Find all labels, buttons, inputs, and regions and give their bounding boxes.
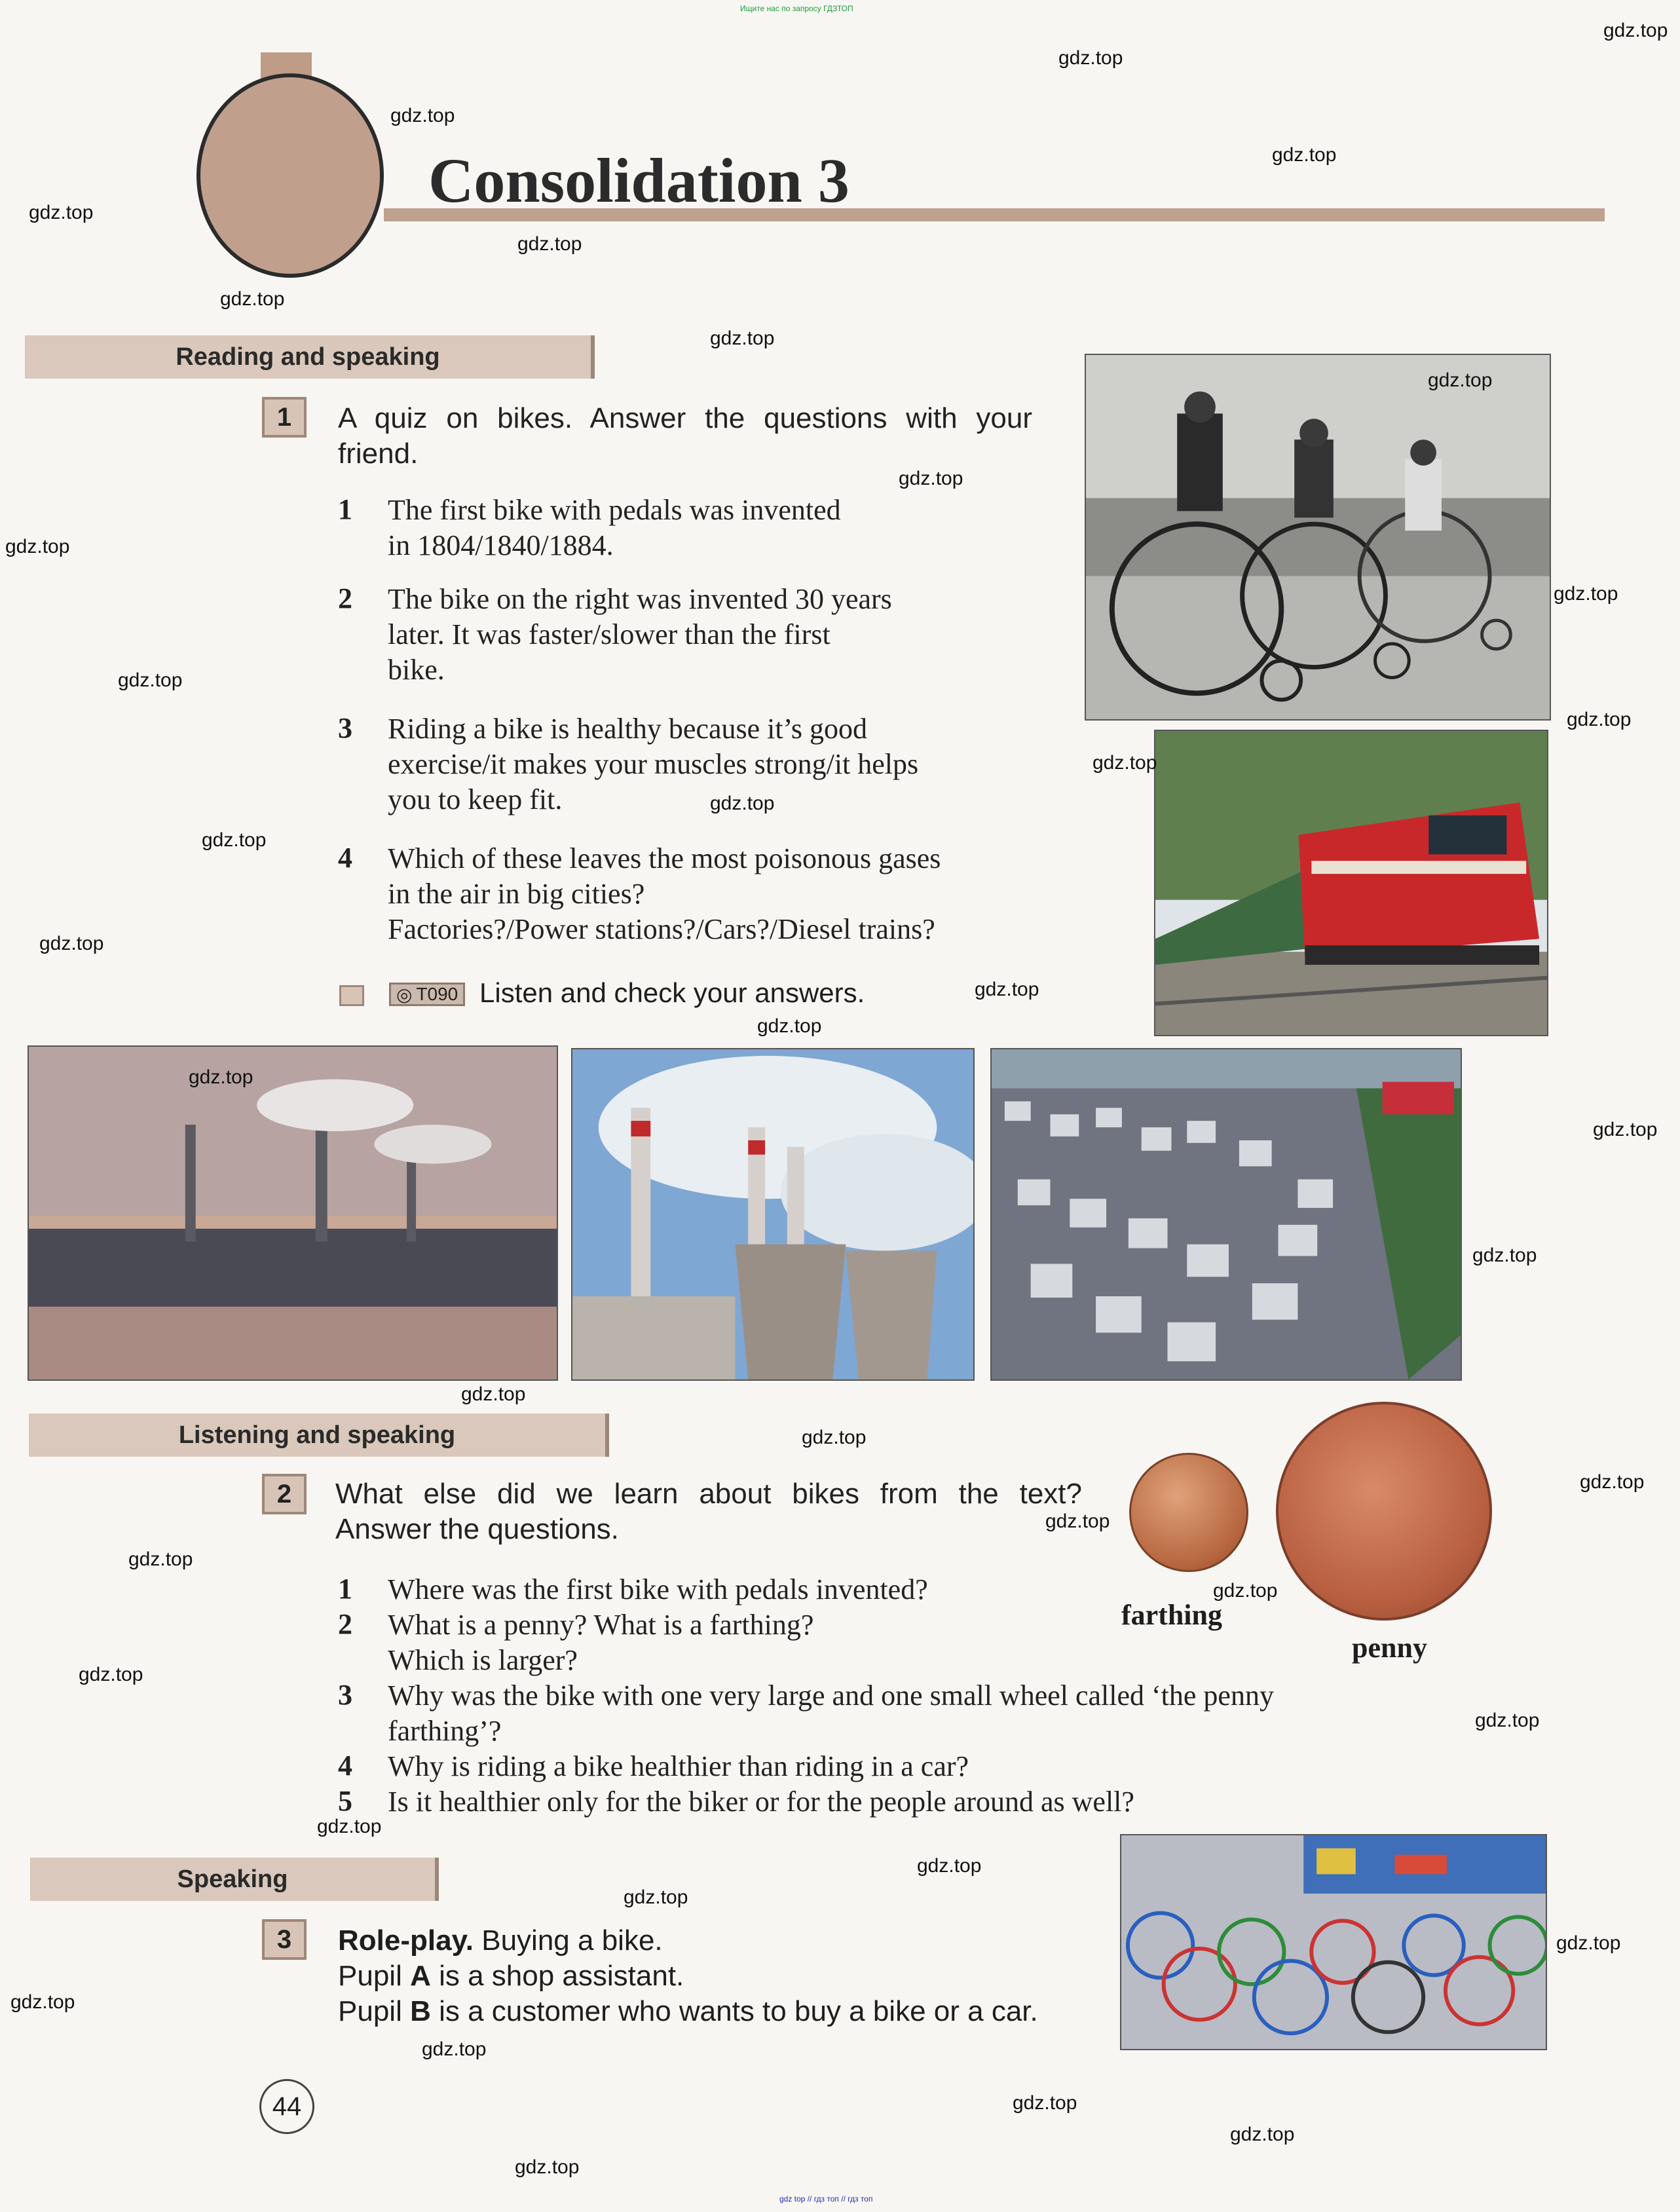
watermark: gdz.top — [710, 328, 775, 349]
question-number: 2 — [338, 582, 352, 614]
question-line: Why was the bike with one very large and one small wheel called ‘the penny — [388, 1679, 1274, 1712]
question-text — [388, 711, 918, 817]
page-title: Consolidation 3 — [428, 145, 849, 216]
role-play-subtitle: Buying a bike. — [474, 1924, 663, 1957]
watermark: gdz.top — [1092, 752, 1157, 774]
exercise-2-intro — [335, 1476, 1082, 1547]
exercise-2-number: 2 — [262, 1474, 307, 1514]
disc-icon: ◎ — [396, 984, 413, 1005]
watermark: gdz.top — [128, 1548, 193, 1570]
question-line: Which of these leaves the most poisonous gases — [388, 842, 941, 874]
question-line: farthing’? — [388, 1715, 502, 1747]
question-line: Where was the first bike with pedals invented? — [388, 1573, 928, 1605]
section-listening-speaking: Listening and speaking — [29, 1414, 609, 1457]
diesel-train-photo — [1154, 730, 1548, 1036]
checkbox-icon[interactable] — [339, 985, 364, 1006]
watermark: gdz.top — [220, 288, 285, 310]
exercise-3-number: 3 — [262, 1919, 307, 1960]
question-number: 4 — [338, 1750, 352, 1782]
watermark: gdz.top — [202, 829, 267, 851]
audio-track-badge[interactable] — [389, 983, 465, 1006]
question-number: 3 — [338, 1679, 352, 1711]
watermark: gdz.top — [1045, 1510, 1110, 1532]
watermark: gdz.top — [710, 793, 775, 814]
question-text — [388, 493, 841, 563]
question-number: 3 — [338, 712, 352, 744]
pupil-b-prefix: Pupil — [338, 1995, 411, 2027]
watermark: gdz.top — [461, 1383, 526, 1405]
question-line: you to keep fit. — [388, 783, 563, 815]
pupil-a-role: is a shop assistant. — [430, 1960, 684, 1992]
question-number: 4 — [338, 842, 352, 874]
exercise-1-number: 1 — [262, 397, 307, 438]
question-text — [388, 1784, 1134, 1820]
watermark: gdz.top — [1603, 20, 1668, 41]
watermark: gdz.top — [757, 1015, 822, 1037]
watermark: gdz.top — [29, 202, 94, 223]
question-text — [388, 582, 892, 688]
watermark: gdz.top — [390, 105, 455, 126]
watermark: gdz.top — [1272, 144, 1337, 166]
quiz-question — [338, 1678, 1517, 1749]
watermark: gdz.top — [1580, 1471, 1645, 1493]
question-number: 1 — [338, 1573, 352, 1605]
watermark: gdz.top — [39, 933, 104, 954]
watermark: gdz.top — [1058, 47, 1123, 69]
power-station-photo — [571, 1048, 975, 1381]
question-line: in 1804/1840/1884. — [388, 529, 614, 561]
watermark: gdz.top — [1475, 1710, 1540, 1731]
watermark: gdz.top — [1230, 2124, 1295, 2145]
question-text — [388, 1678, 1274, 1749]
quiz-question — [338, 711, 1091, 841]
exercise-1-questions — [338, 493, 1091, 952]
question-line: later. It was faster/slower than the first — [388, 618, 831, 650]
pupil-a-prefix: Pupil — [338, 1960, 411, 1992]
top-banner: Ищите нас по запросу ГДЗТОП — [740, 4, 853, 13]
watermark: gdz.top — [1567, 709, 1632, 730]
watermark: gdz.top — [1428, 369, 1493, 391]
section-speaking: Speaking — [30, 1858, 439, 1901]
intro-line: Answer the questions. — [335, 1513, 619, 1545]
quiz-question — [338, 582, 1091, 711]
question-line: Which is larger? — [388, 1644, 578, 1676]
intro-line: What else did we learn about bikes from the text? — [335, 1478, 1082, 1510]
question-line: bike. — [388, 654, 445, 686]
question-line: Factories?/Power stations?/Cars?/Diesel trains? — [388, 913, 935, 945]
question-text — [388, 1572, 928, 1607]
audio-track-label: T090 — [416, 984, 458, 1004]
watermark: gdz.top — [517, 233, 582, 255]
quiz-question — [338, 1784, 1517, 1820]
penny-coin-image — [1276, 1402, 1492, 1621]
question-text — [388, 1607, 813, 1678]
pupil-a-line — [338, 1959, 1098, 1994]
question-line: exercise/it makes your muscles strong/it helps — [388, 748, 919, 780]
watermark: gdz.top — [515, 2156, 580, 2178]
page-number: 44 — [259, 2079, 314, 2134]
question-line: The first bike with pedals was invented — [388, 494, 841, 526]
question-text — [388, 841, 941, 947]
watermark: gdz.top — [1554, 583, 1618, 605]
role-play-title: Role-play. — [338, 1924, 474, 1957]
pupil-b-line — [338, 1994, 1098, 2029]
quiz-question — [338, 493, 1091, 563]
watermark: gdz.top — [5, 536, 70, 557]
bottom-banner: gdz top // гдз топ // гдз топ — [779, 2194, 873, 2203]
question-line: Riding a bike is healthy because it’s good — [388, 713, 867, 745]
farthing-label: farthing — [1121, 1599, 1222, 1631]
watermark: gdz.top — [10, 1991, 75, 2013]
factory-photo — [28, 1045, 558, 1381]
question-line: in the air in big cities? — [388, 878, 645, 910]
traffic-jam-photo — [990, 1048, 1462, 1381]
watermark: gdz.top — [79, 1664, 143, 1685]
question-line: Is it healthier only for the biker or for the people around as well? — [388, 1786, 1134, 1818]
section-reading-speaking: Reading and speaking — [25, 335, 595, 379]
penny-label: penny — [1352, 1632, 1427, 1664]
watermark: gdz.top — [1013, 2092, 1077, 2114]
watermark: gdz.top — [1472, 1245, 1537, 1266]
watermark: gdz.top — [975, 979, 1039, 1000]
question-text — [388, 1749, 969, 1784]
penny-farthing-photo — [1085, 354, 1551, 721]
watermark: gdz.top — [1556, 1932, 1621, 1954]
question-number: 2 — [338, 1608, 352, 1640]
watermark: gdz.top — [317, 1816, 382, 1837]
quiz-question — [338, 1607, 1517, 1678]
exercise-3-title-line — [338, 1923, 1098, 1959]
question-number: 1 — [338, 493, 352, 525]
bike-shop-photo — [1120, 1834, 1547, 2050]
exercise-3-text — [338, 1923, 1098, 2029]
watermark: gdz.top — [1213, 1580, 1278, 1602]
watermark: gdz.top — [189, 1066, 253, 1088]
watermark: gdz.top — [899, 468, 963, 489]
watermark: gdz.top — [1593, 1119, 1658, 1140]
question-number: 5 — [338, 1785, 352, 1817]
pupil-a-letter: A — [410, 1960, 431, 1992]
quiz-question — [338, 1749, 1517, 1784]
watermark: gdz.top — [624, 1886, 688, 1908]
question-line: The bike on the right was invented 30 years — [388, 583, 892, 615]
question-line: What is a penny? What is a farthing? — [388, 1609, 814, 1641]
farthing-coin-image — [1129, 1453, 1248, 1572]
pupil-b-role: is a customer who wants to buy a bike or a car. — [430, 1995, 1038, 2027]
watermark: gdz.top — [422, 2038, 487, 2060]
watermark: gdz.top — [802, 1427, 867, 1448]
watermark: gdz.top — [118, 669, 183, 691]
listen-instruction: Listen and check your answers. — [479, 977, 865, 1008]
question-line: Why is riding a bike healthier than riding in a car? — [388, 1750, 969, 1782]
pupil-b-letter: B — [410, 1995, 431, 2027]
watermark: gdz.top — [917, 1855, 982, 1877]
header-circle-decoration — [196, 73, 384, 278]
exercise-1-intro: A quiz on bikes. Answer the questions with your friend. — [338, 402, 1032, 470]
quiz-question — [338, 841, 1091, 952]
